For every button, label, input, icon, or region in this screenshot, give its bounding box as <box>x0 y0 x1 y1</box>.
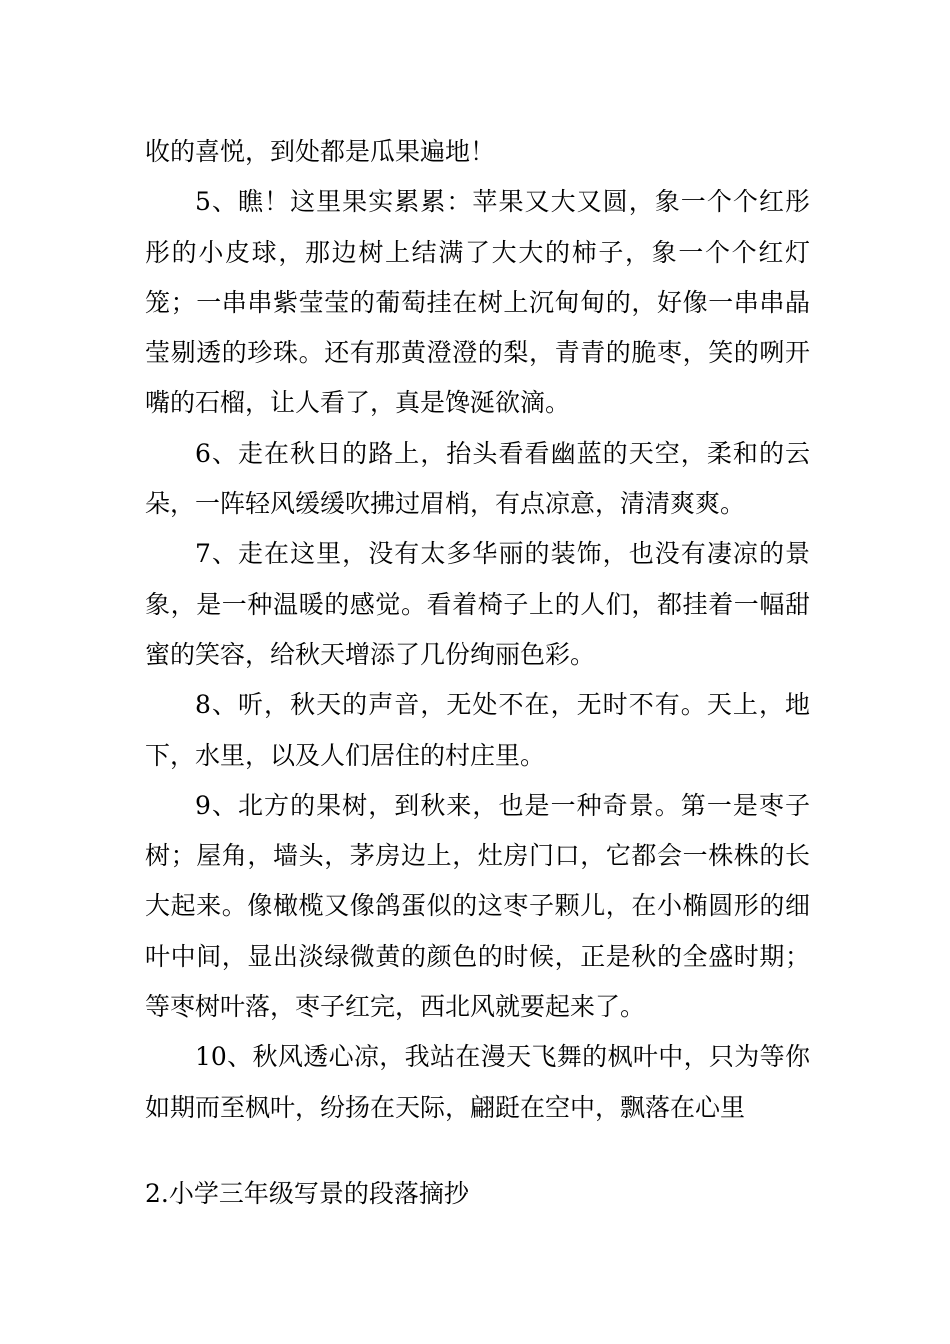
paragraph-continuation: 收的喜悦，到处都是瓜果遍地！ <box>145 137 496 166</box>
paragraph-8: 8、听，秋天的声音，无处不在，无时不有。天上，地下，水里，以及人们居住的村庄里。 <box>145 690 810 770</box>
document-body <box>145 127 810 1133</box>
paragraph-6: 6、走在秋日的路上，抬头看看幽蓝的天空，柔和的云朵，一阵轻风缓缓吹拂过眉梢，有点凉意，清清爽爽。 <box>145 438 810 519</box>
paragraph-9: 9、北方的果树，到秋来，也是一种奇景。第一是枣子树；屋角，墙头，茅房边上，灶房门口，它都会一株株的长大起来。像橄榄又像鸽蛋似的这枣子颗儿，在小椭圆形的细叶中间，显出淡绿微黄的颜色的时候，正是秋的全盛时期；等枣树叶落，枣子红完，西北风就要起来了。 <box>145 790 810 1022</box>
section-heading: 2.小学三年级写景的段落摘抄 <box>145 1179 469 1208</box>
paragraph-7: 7、走在这里，没有太多华丽的装饰，也没有凄凉的景象，是一种温暖的感觉。看着椅子上的人们，都挂着一幅甜蜜的笑容，给秋天增添了几份绚丽色彩。 <box>145 539 810 669</box>
paragraph-10: 10、秋风透心凉，我站在漫天飞舞的枫叶中，只为等你如期而至枫叶，纷扬在天际，翩跹在空中，飘落在心里 <box>145 1042 810 1122</box>
paragraph-5: 5、瞧！这里果实累累：苹果又大又圆，象一个个红彤彤的小皮球，那边树上结满了大大的柿子，象一个个红灯笼；一串串紫莹莹的葡萄挂在树上沉甸甸的，好像一串串晶莹剔透的珍珠。还有那黄澄澄的梨，青青的脆枣，笑的咧开嘴的石榴，让人看了，真是馋涎欲滴。 <box>145 187 810 418</box>
